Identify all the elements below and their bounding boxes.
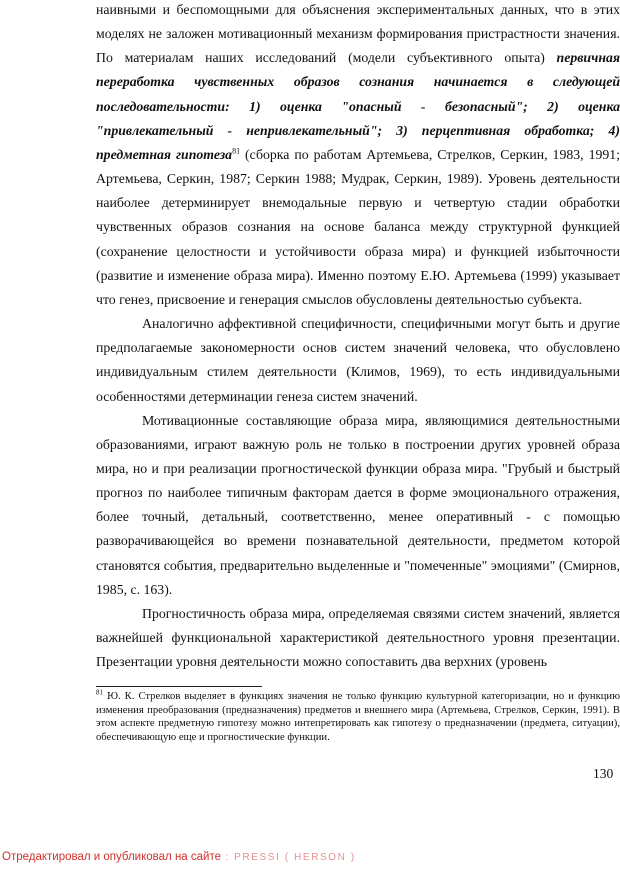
footnote-reference[interactable]: 81 bbox=[232, 146, 241, 156]
watermark-label: Отредактировал и опубликовал на сайте bbox=[2, 851, 221, 863]
paragraph-3: Мотивационные составляющие образа мира, являющимися деятельностными образованиями, играют важную роль не только в построении других уровней образа мира, но и при реализации прогностической функции образа мира. "Грубый и быстрый прогноз по наиболее типичным факторам дается в форме эмоционального отражения, более точный, детальный, соответственно, менее оперативный - с помощью разворачивающейся во времени познавательной деятельности, предметом которой становятся события, предварительно выделенные и "помеченные" эмоциями" (Смирнов, 1985, с. 163). bbox=[96, 412, 620, 597]
paragraph-1-text: наивными и беспомощными для объяснения экспериментальных данных, что в этих моделях не заложен мотивационный механизм формирования пристрастности значения. По материалам наших исследований (модели субъективного опыта) bbox=[96, 2, 620, 66]
footnote bbox=[96, 690, 620, 744]
watermark-site-link[interactable]: : PRESSI ( HERSON ) bbox=[221, 852, 356, 863]
page-number: 130 bbox=[593, 766, 614, 781]
paragraph-1 bbox=[96, 0, 620, 312]
paragraph-4: Прогностичность образа мира, определяемая связями систем значений, является важнейшей функциональной характеристикой деятельностного уровня презентации. Презентации уровня деятельности можно сопоставить два верхних (уровень bbox=[96, 605, 620, 670]
paragraph-2: Аналогично аффективной специфичности, специфичными могут быть и другие предполагаемые закономерности основ систем значений человека, что обусловлено индивидуальным стилем деятельности (Климов, 1969), то есть индивидуальными особенностями детерминации генеза систем значений. bbox=[96, 316, 620, 404]
main-text bbox=[96, 0, 620, 674]
paragraph-1-rest: (сборка по работам Артемьева, Стрелков, Серкин, 1983, 1991; Артемьева, Серкин, 1987; Серкин 1988; Мудрак, Серкин, 1989). Уровень деятельности наиболее детерминирует внемодальные первую и четвертую стадии обработки чувственных образов сознания на основе баланса между структурной функцией (сохранение целостности и устойчивости образа мира) и функцией избыточности (развитие и изменение образа мира). Именно поэтому Е.Ю. Артемьева (1999) указывает что генез, присвоение и генерация смыслов обусловлены деятельностью субъекта. bbox=[96, 146, 620, 307]
footnote-divider bbox=[96, 686, 262, 687]
footnote-number: 81 bbox=[96, 688, 103, 697]
footnote-text: Ю. К. Стрелков выделяет в функциях значения не только функцию культурной категоризации, но и функцию изменения преобразования (предназначения) предметов и внешнего мира (Артемьева, Стрелков, Серкин, 1991). В этом аспекте предметную гипотезу можно интепретировать как гипотезу о предназначении (предмета, ситуации), обеспечивающую еще и прогностические функции. bbox=[96, 691, 620, 743]
paragraph-1-emphasis: первичная переработка чувственных образов сознания начинается в следующей последовательности: 1) оценка "опасный - безопасный"; 2) оценка "привлекательный - непривлекательный"; 3) перцептивная обработка; 4) предметная гипотеза bbox=[96, 50, 620, 162]
watermark[interactable] bbox=[2, 851, 356, 863]
